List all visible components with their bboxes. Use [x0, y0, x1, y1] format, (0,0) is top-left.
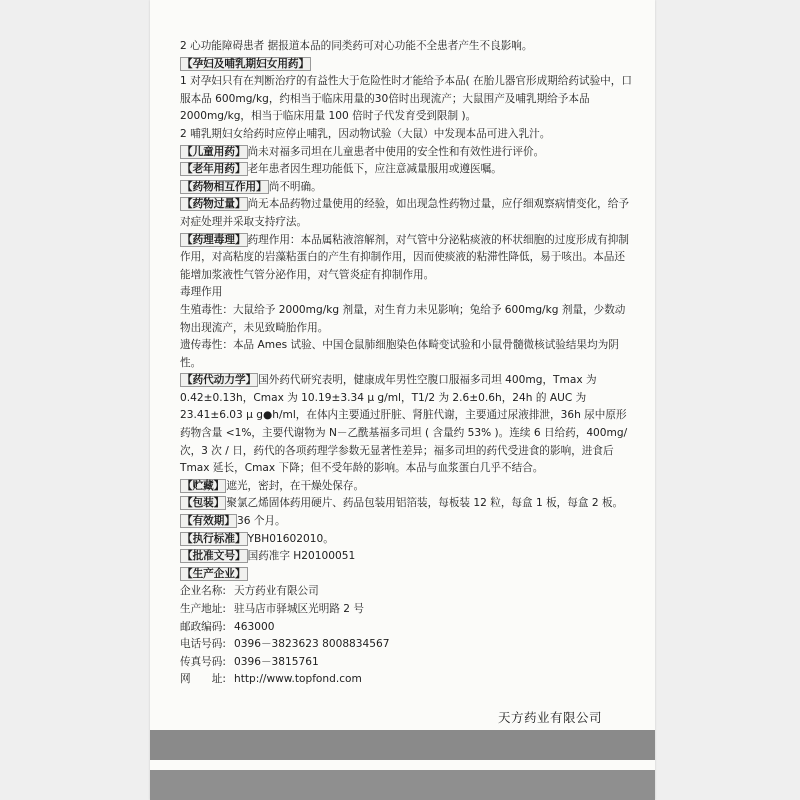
company-info-row: 传真号码: 0396－3815761: [180, 655, 319, 668]
section-approval: 【批准文号】 国药准字 H20100051: [182, 550, 356, 563]
section-standard: 【执行标准】 YBH01602010。: [182, 532, 334, 545]
toxicology-heading: 毒理作用: [180, 286, 223, 299]
section-elderly: 【老年用药】 老年患者因生理功能低下，应注意减量服用或遵医嘱。: [182, 163, 502, 176]
gray-band-bottom: [150, 770, 655, 800]
company-info-row: 邮政编码: 463000: [180, 620, 275, 633]
section-pharmacology: 【药理毒理】 药理作用：本品属粘液溶解剂，对气管中分泌粘痰液的杯状细胞的过度形成有抑制作用，对高粘度的岩藻粘蛋白的产生有抑制作用，因而使痰液的粘滞性降低，易于咳出。本品还能增加浆液性气管分泌作用，对气管炎症有抑制作用。: [180, 233, 629, 281]
section-tag: 【孕妇及哺乳期妇女用药】: [182, 57, 310, 70]
section-interaction: 【药物相互作用】 尚不明确。: [182, 180, 322, 193]
gray-band-top: [150, 730, 655, 760]
section-overdose: 【药物过量】 尚无本品药物过量使用的经验，如出现急性药物过量，应仔细观察病情变化，给予对症处理并采取支持疗法。: [180, 198, 629, 228]
reproductive-toxicity: 生殖毒性：大鼠给予 2000mg/kg 剂量，对生育力未见影响；兔给予 600mg/kg 剂量，少数动物出现流产，未见致畸胎作用。: [180, 303, 626, 334]
leaflet-content: [180, 38, 635, 689]
section-validity: 【有效期】 36 个月。: [182, 515, 286, 528]
pregnancy-item-2: 2 哺乳期妇女给药时应停止哺乳，因动物试验（大鼠）中发现本品可进入乳汁。: [180, 127, 551, 140]
company-info: [180, 583, 635, 689]
section-pharmacokinetics: 【药代动力学】 国外药代研究表明，健康成年男性空腹口服福多司坦 400mg，Tmax 为 0.42±0.13h，Cmax 为 10.19±3.34 μ g/ml，T1/2 为 2.6±0.6h，24h 的 AUC 为 23.41±6.03 μ g●h/ml，在体内主要通过肝脏、肾脏代谢，主要通过尿液排泄，36h 尿中原形药物含量 <1%，主要代谢物为 N－乙酰基福多司坦 ( 含量约 53% )。连续 6 日给药，400mg/ 次，3 次 / 日，药代的各项药理学参数无显著性差异；福多司坦的药代受进食的影响，进食后 Tmax 延长，Cmax 下降；但不受年龄的影响。本品与血浆蛋白几乎不结合。: [180, 374, 628, 475]
company-info-row: 网 址: http://www.topfond.com: [180, 673, 362, 686]
section-storage: 【贮藏】 遮光，密封，在干燥处保存。: [182, 479, 365, 492]
genetic-toxicity: 遗传毒性：本品 Ames 试验、中国仓鼠肺细胞染色体畸变试验和小鼠骨髓微核试验结果均为阴性。: [180, 339, 619, 369]
company-info-row: 生产地址: 驻马店市驿城区光明路 2 号: [180, 603, 365, 615]
section-pregnancy: [180, 56, 635, 74]
section-children: 【儿童用药】 尚未对福多司坦在儿童患者中使用的安全性和有效性进行评价。: [182, 145, 545, 158]
heart-note: 2 心功能障碍患者 据报道本品的同类药可对心功能不全患者产生不良影响。: [180, 40, 533, 52]
company-info-row: 电话号码: 0396－3823623 8008834567: [180, 638, 390, 651]
section-package: 【包装】 聚氯乙烯固体药用硬片、药品包装用铝箔装，每板装 12 粒，每盒 1 板，每盒 2 板。: [182, 497, 624, 510]
section-manufacturer: 【生产企业】: [182, 567, 246, 580]
company-info-row: 企业名称: 天方药业有限公司: [180, 585, 319, 598]
pregnancy-item-1: 1 对孕妇只有在判断治疗的有益性大于危险性时才能给予本品( 在胎儿器官形成期给药试验中，口服本品 600mg/kg，约相当于临床用量的30倍时出现流产；大鼠围产及哺乳期给予本品 2000mg/kg，相当于临床用量 100 倍时子代发育受到限制 )。: [180, 75, 632, 123]
footer-company-name: 天方药业有限公司: [498, 710, 603, 725]
